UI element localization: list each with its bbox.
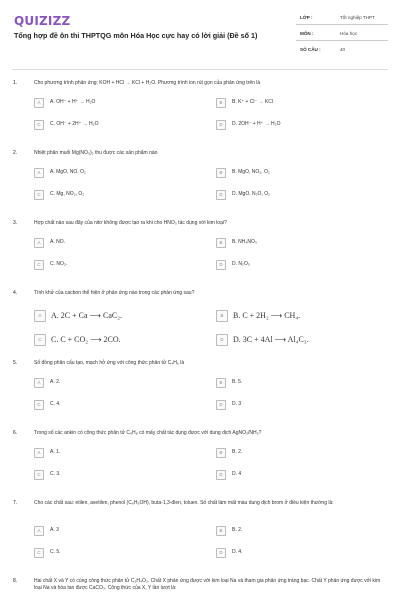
option-letter-box: A [34, 98, 44, 108]
answer-option-d[interactable] [216, 120, 376, 131]
worksheet-title: Tổng hợp đề ôn thi THPTQG môn Hóa Học cực hay có lời giải (Đề số 1) [14, 31, 258, 40]
option-text: D. N₂O₅ [232, 261, 250, 267]
option-text: A. NO. [50, 239, 66, 245]
option-letter-box: C [34, 260, 44, 270]
option-text: C. C + CO₂ ⟶ 2CO. [51, 335, 121, 344]
answer-option-c[interactable] [34, 190, 194, 201]
answer-option-a[interactable] [34, 310, 194, 321]
option-letter-box: A [34, 448, 44, 458]
option-text: B. MgO, NO₂, O₂ [232, 169, 270, 175]
answer-option-d[interactable] [216, 334, 376, 345]
option-letter-box: B [216, 238, 226, 248]
option-text: B. C + 2H₂ ⟶ CH₄. [233, 311, 301, 320]
answer-option-b[interactable] [216, 378, 376, 389]
option-letter-box: B [216, 310, 228, 322]
question-number: 1. [13, 80, 18, 86]
option-letter-box: D [216, 334, 228, 346]
question-text: Cho phương trình phản ứng: KOH + HCl → KCl + H₂O. Phương trình ion rút gọn của phản ứng trên là [34, 80, 261, 86]
option-text: A. 1. [50, 449, 61, 455]
question-number: 8. [13, 578, 18, 584]
answer-option-d[interactable] [216, 548, 376, 559]
option-letter-box: C [34, 548, 44, 558]
option-text: C. 3. [50, 471, 61, 477]
option-letter-box: C [34, 470, 44, 480]
option-text: C. NO₂. [50, 261, 68, 267]
meta-label-subject: MÔN : [300, 31, 314, 36]
option-letter-box: B [216, 526, 226, 536]
option-text: D. 2OH⁻ + H⁺ → H₂O [232, 121, 281, 127]
option-text: C. Mg, NO₂, O₂ [50, 191, 85, 197]
option-text: D. 4. [232, 549, 243, 555]
question-number: 7. [13, 500, 18, 506]
header-divider [12, 69, 388, 70]
option-letter-box: B [216, 168, 226, 178]
answer-option-b[interactable] [216, 238, 376, 249]
meta-label-count: SỐ CÂU : [300, 47, 321, 52]
meta-value-grade: Tốt nghiệp THPT [340, 15, 375, 20]
option-letter-box: A [34, 238, 44, 248]
option-text: D. MgO, N₂O, O₂ [232, 191, 271, 197]
answer-option-c[interactable] [34, 334, 194, 345]
question-number: 4. [13, 290, 18, 296]
option-letter-box: D [216, 190, 226, 200]
option-letter-box: A [34, 310, 46, 322]
answer-option-a[interactable] [34, 168, 194, 179]
option-text: C. 4. [50, 401, 61, 407]
option-letter-box: A [34, 168, 44, 178]
question-text: Cho các chất sau: etilen, axetilen, phenol (C₆H₅OH), buta-1,3-đien, toluen. Số chất làm mất màu dung dịch brom ở điều kiện thường là: [34, 500, 334, 506]
question-number: 5. [13, 360, 18, 366]
option-letter-box: A [34, 378, 44, 388]
answer-option-b[interactable] [216, 448, 376, 459]
meta-value-count: 40 [340, 47, 346, 52]
worksheet-header [0, 0, 400, 70]
option-letter-box: C [34, 334, 46, 346]
option-letter-box: C [34, 120, 44, 130]
option-text: B. K⁺ + Cl⁻ → KCl [232, 99, 273, 105]
option-text: A. 3 [50, 527, 59, 533]
answer-option-b[interactable] [216, 310, 376, 321]
question-text: Hợp chất nào sau đây của nitơ không được tạo ra khi cho HNO₃ tác dụng với kim loại? [34, 220, 227, 226]
option-text: A. 2C + Ca ⟶ CaC₂. [51, 311, 122, 320]
meta-divider [296, 24, 388, 25]
question-text: Hai chất X và Y có cùng công thức phân tử C₂H₄O₂. Chất X phản ứng được với kim loại Na và tham gia phản ứng tráng bạc. Chất Y phản ứng được với kim loại Na và hòa tan được CaCO₃. Công thức của X, Y lần lượt là: [34, 578, 381, 592]
question-text: Số đồng phân cấu tạo, mạch hở ứng với công thức phân tử C₄H₆ là [34, 360, 185, 366]
question-number: 2. [13, 150, 18, 156]
option-letter-box: D [216, 548, 226, 558]
option-letter-box: C [34, 400, 44, 410]
option-text: B. NH₄NO₃ [232, 239, 257, 245]
option-text: A. OH⁻ + H⁺ → H₂O [50, 99, 96, 105]
question-text: Tính khử của cacbon thể hiện ở phản ứng nào trong các phản ứng sau? [34, 290, 195, 296]
option-letter-box: B [216, 98, 226, 108]
option-text: B. 5. [232, 379, 243, 385]
answer-option-d[interactable] [216, 400, 376, 411]
option-letter-box: D [216, 400, 226, 410]
option-text: D. 4 [232, 471, 242, 477]
option-text: D. 3 [232, 401, 242, 407]
answer-option-c[interactable] [34, 400, 194, 411]
answer-option-d[interactable] [216, 260, 376, 271]
option-text: C. 5. [50, 549, 61, 555]
option-text: C. OH⁻ + 2H⁺ → H₂O [50, 121, 99, 127]
question-text: Trong số các ankin có công thức phân tử C₅H₈ có mấy chất tác dụng được với dung dịch AgNO₃/NH₃? [34, 430, 262, 436]
answer-option-c[interactable] [34, 120, 194, 131]
option-text: A. MgO, NO, O₂ [50, 169, 86, 175]
answer-option-c[interactable] [34, 470, 194, 481]
answer-option-a[interactable] [34, 238, 194, 249]
option-letter-box: B [216, 378, 226, 388]
answer-option-b[interactable] [216, 168, 376, 179]
answer-option-d[interactable] [216, 470, 376, 481]
answer-option-d[interactable] [216, 190, 376, 201]
answer-option-b[interactable] [216, 526, 376, 537]
answer-option-a[interactable] [34, 448, 194, 459]
option-text: A. 2. [50, 379, 61, 385]
option-letter-box: D [216, 470, 226, 480]
quizizz-logo: QUIZIZZ [14, 14, 71, 28]
option-text: D. 3C + 4Al ⟶ Al₄C₃. [233, 335, 309, 344]
option-letter-box: C [34, 190, 44, 200]
answer-option-c[interactable] [34, 548, 194, 559]
option-text: B. 2. [232, 527, 243, 533]
answer-option-b[interactable] [216, 98, 376, 109]
meta-label-grade: LỚP : [300, 15, 313, 20]
question-number: 6. [13, 430, 18, 436]
answer-option-a[interactable] [34, 98, 194, 109]
answer-option-a[interactable] [34, 526, 194, 537]
question-text: Nhiệt phân muối Mg(NO₃)₂ thu được các sản phẩm nào [34, 150, 158, 156]
meta-divider [296, 40, 388, 41]
meta-value-subject: Hóa học [340, 31, 358, 36]
option-text: B. 2. [232, 449, 243, 455]
answer-option-c[interactable] [34, 260, 194, 271]
option-letter-box: D [216, 260, 226, 270]
option-letter-box: D [216, 120, 226, 130]
question-number: 3. [13, 220, 18, 226]
option-letter-box: A [34, 526, 44, 536]
answer-option-a[interactable] [34, 378, 194, 389]
option-letter-box: B [216, 448, 226, 458]
